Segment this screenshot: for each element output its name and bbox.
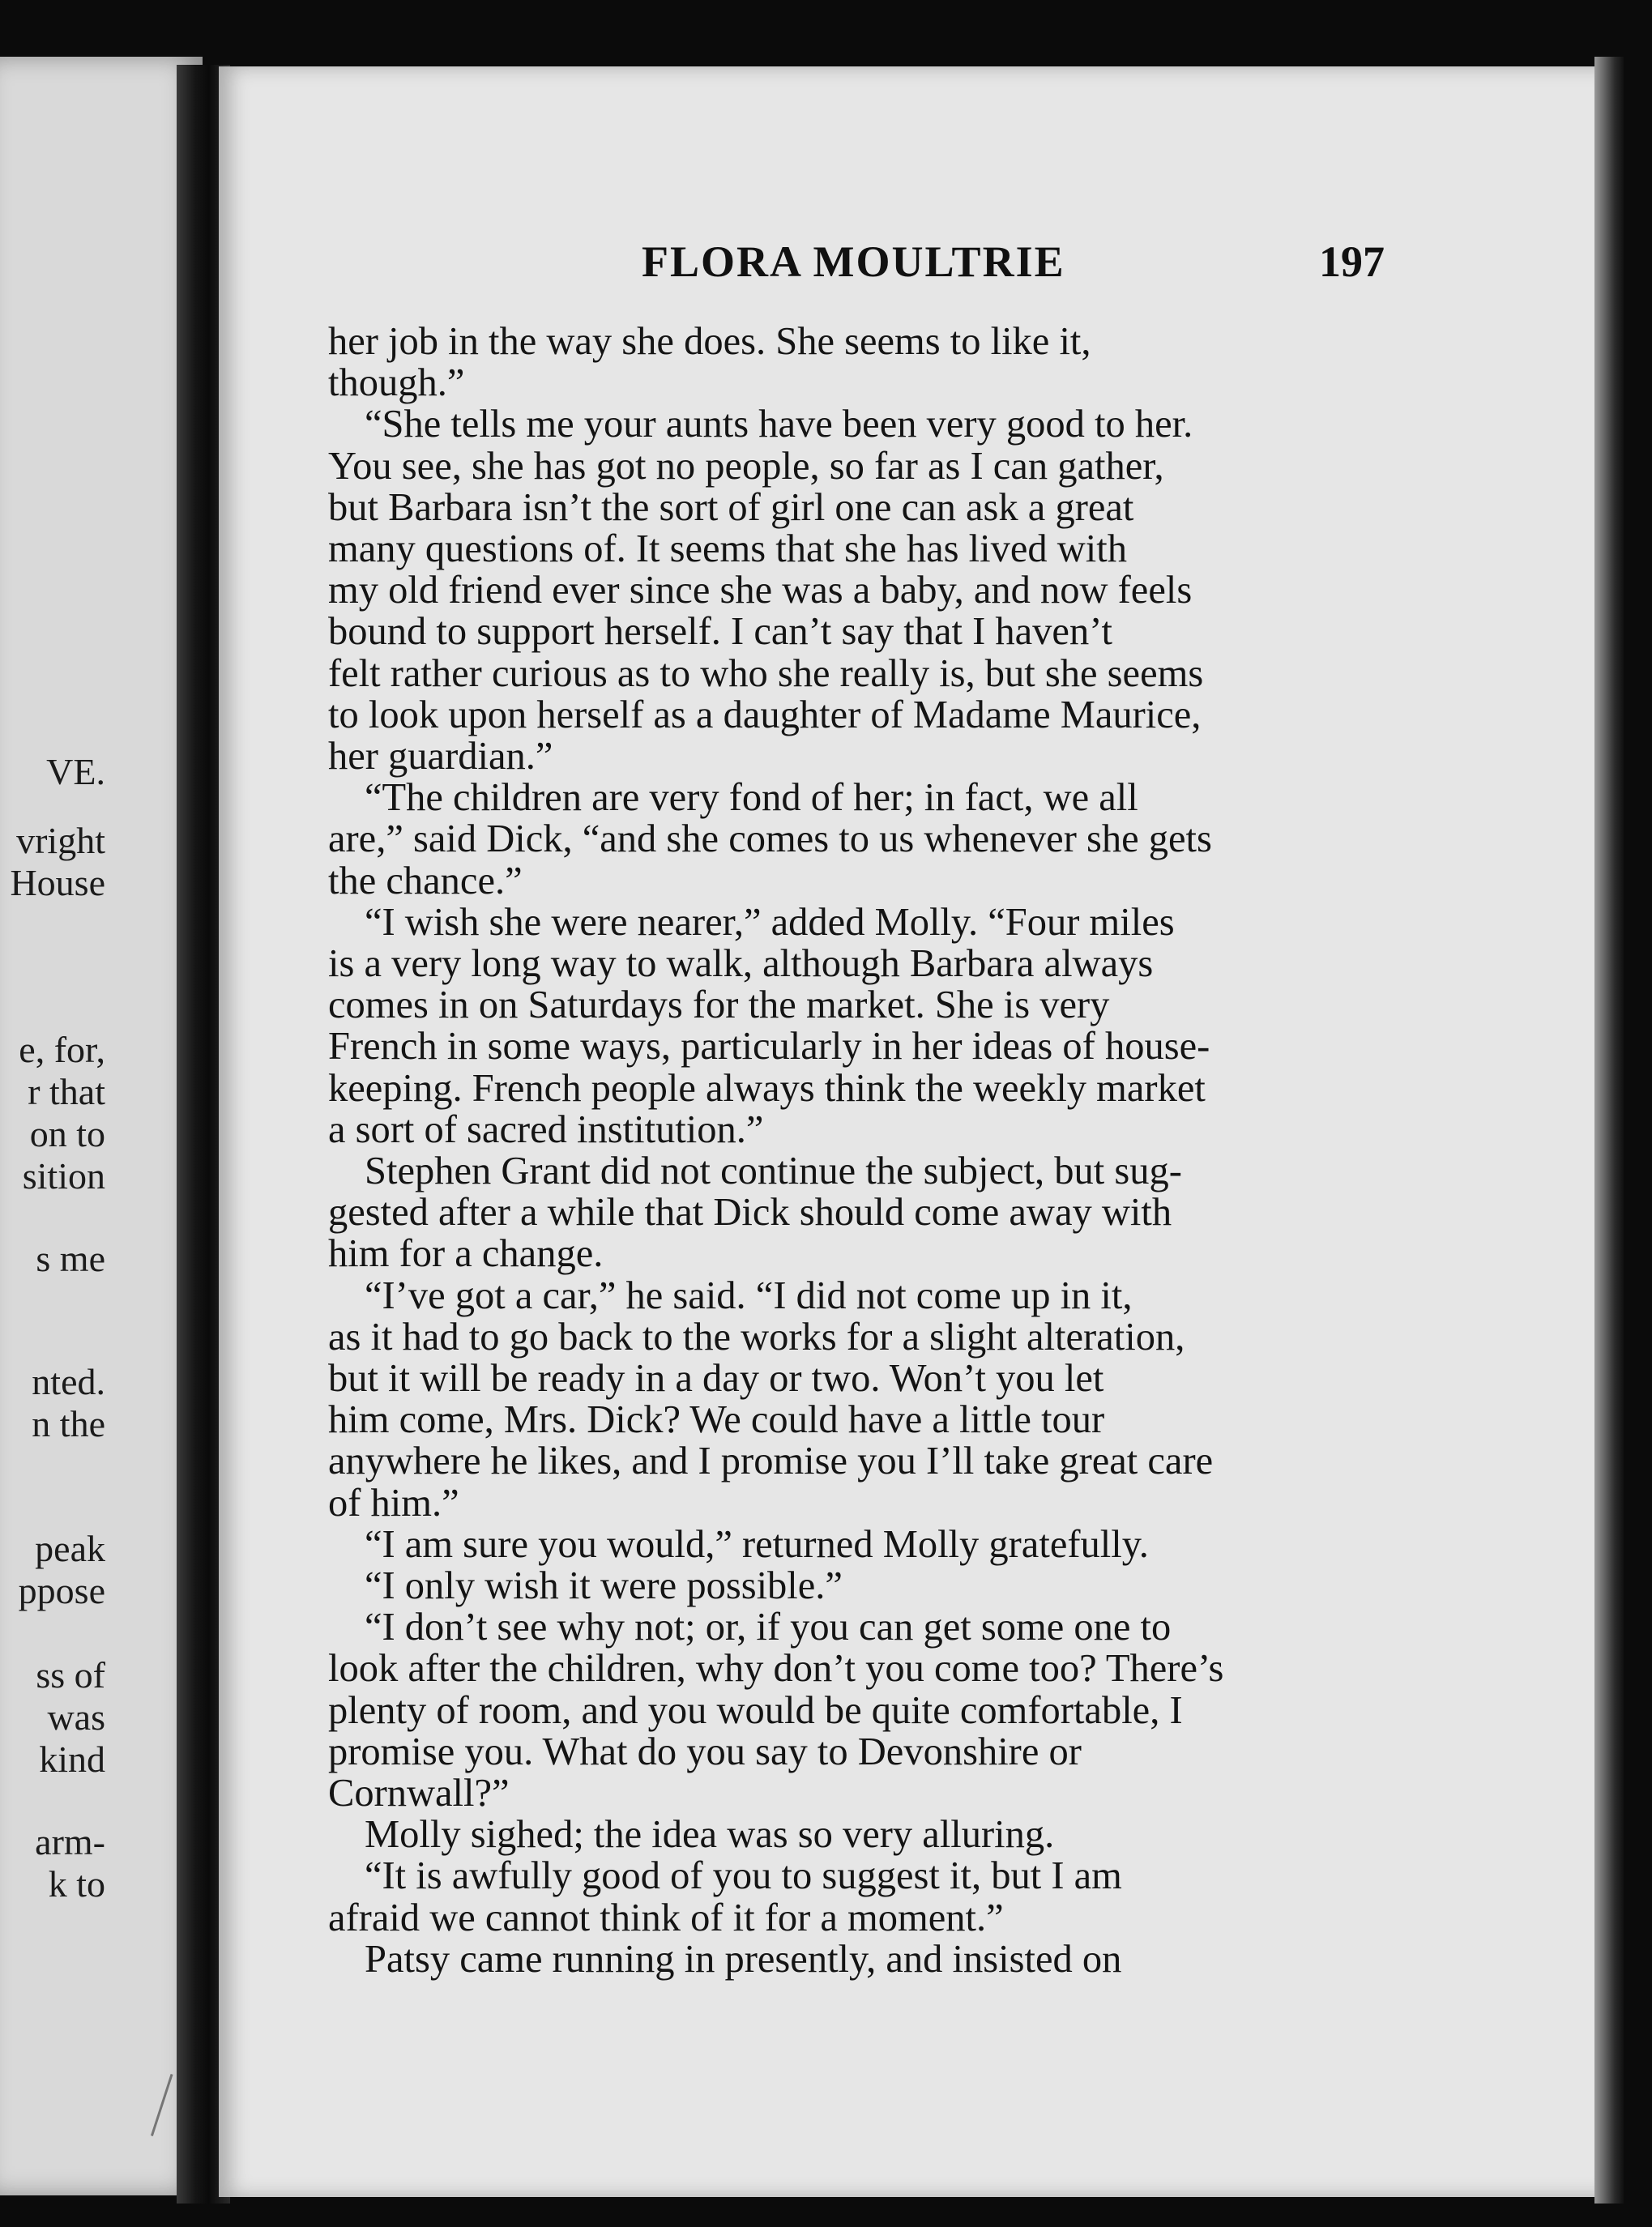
previous-page-fragment: r that	[28, 1071, 105, 1112]
text-line: You see, she has got no people, so far as I can gather,	[328, 445, 1164, 488]
text-line: “It is awfully good of you to suggest it, but I am	[365, 1854, 1122, 1897]
text-line: comes in on Saturdays for the market. She is very	[328, 983, 1110, 1026]
text-line: gested after a while that Dick should come away with	[328, 1191, 1172, 1234]
text-line: but Barbara isn’t the sort of girl one can ask a great	[328, 486, 1134, 529]
text-line: Cornwall?”	[328, 1772, 510, 1815]
previous-page-text	[0, 57, 203, 2195]
running-head	[219, 237, 1604, 285]
previous-page-fragment: ppose	[18, 1570, 105, 1611]
text-line: the chance.”	[328, 860, 523, 902]
text-line: “I wish she were nearer,” added Molly. “Four miles	[365, 901, 1175, 944]
text-line: though.”	[328, 361, 465, 404]
text-line: French in some ways, particularly in her ideas of house-	[328, 1025, 1210, 1068]
previous-page-fragment: e, for,	[19, 1029, 105, 1070]
text-line: a sort of sacred institution.”	[328, 1108, 764, 1151]
text-line: anywhere he likes, and I promise you I’ll take great care	[328, 1440, 1214, 1483]
text-line: her job in the way she does. She seems to like it,	[328, 320, 1091, 363]
previous-page-fragment: on to	[29, 1113, 105, 1154]
previous-page-fragment: ss of	[36, 1654, 105, 1696]
text-line: him come, Mrs. Dick? We could have a little tour	[328, 1398, 1105, 1441]
previous-page-fragment: peak	[35, 1528, 105, 1569]
text-line: “I only wish it were possible.”	[365, 1564, 843, 1607]
previous-page-fragment: arm-	[35, 1821, 105, 1862]
text-line: keeping. French people always think the weekly market	[328, 1067, 1206, 1110]
text-line: as it had to go back to the works for a slight alteration,	[328, 1316, 1185, 1359]
text-line: afraid we cannot think of it for a moment.”	[328, 1896, 1004, 1939]
previous-page-fragment: s me	[36, 1238, 105, 1279]
running-title: FLORA MOULTRIE	[642, 237, 1065, 286]
text-line: promise you. What do you say to Devonshire or	[328, 1730, 1082, 1773]
text-line: is a very long way to walk, although Barbara always	[328, 942, 1154, 985]
book-page	[219, 66, 1604, 2197]
text-line: are,” said Dick, “and she comes to us whenever she gets	[328, 817, 1212, 860]
previous-page-fragment: House	[10, 862, 105, 903]
previous-page-fragment: nted.	[32, 1361, 105, 1402]
previous-page-edge	[0, 57, 203, 2195]
text-line: many questions of. It seems that she has lived with	[328, 527, 1128, 570]
text-line: plenty of room, and you would be quite comfortable, I	[328, 1689, 1183, 1732]
text-line: “The children are very fond of her; in fact, we all	[365, 776, 1138, 819]
text-line: Stephen Grant did not continue the subject, but sug-	[365, 1150, 1182, 1192]
text-line: Molly sighed; the idea was so very alluring.	[365, 1813, 1055, 1856]
text-line: of him.”	[328, 1482, 459, 1525]
text-line: him for a change.	[328, 1232, 604, 1275]
previous-page-fragment: k to	[48, 1863, 105, 1905]
text-line: “I’ve got a car,” he said. “I did not come up in it,	[365, 1274, 1133, 1317]
text-line: look after the children, why don’t you come too? There’s	[328, 1647, 1224, 1690]
previous-page-fragment: was	[47, 1696, 105, 1738]
text-line: to look upon herself as a daughter of Madame Maurice,	[328, 693, 1202, 736]
previous-page-fragment: sition	[22, 1155, 105, 1197]
previous-page-fragment: vright	[16, 820, 105, 861]
text-line: my old friend ever since she was a baby, and now feels	[328, 569, 1193, 612]
page-number: 197	[1319, 237, 1385, 286]
text-line: “She tells me your aunts have been very good to her.	[365, 403, 1193, 446]
previous-page-fragment: VE.	[46, 751, 105, 792]
text-line: felt rather curious as to who she really is, but she seems	[328, 652, 1204, 695]
text-line: “I am sure you would,” returned Molly gratefully.	[365, 1523, 1149, 1566]
text-line: bound to support herself. I can’t say that I haven’t	[328, 610, 1112, 653]
text-line: Patsy came running in presently, and insisted on	[365, 1938, 1122, 1981]
previous-page-fragment: kind	[39, 1739, 105, 1780]
previous-page-fragment: n the	[32, 1403, 105, 1444]
text-line: her guardian.”	[328, 735, 553, 778]
text-line: “I don’t see why not; or, if you can get some one to	[365, 1606, 1172, 1649]
page-edge-shadow	[1594, 57, 1624, 2204]
text-line: but it will be ready in a day or two. Won’t you let	[328, 1357, 1104, 1400]
